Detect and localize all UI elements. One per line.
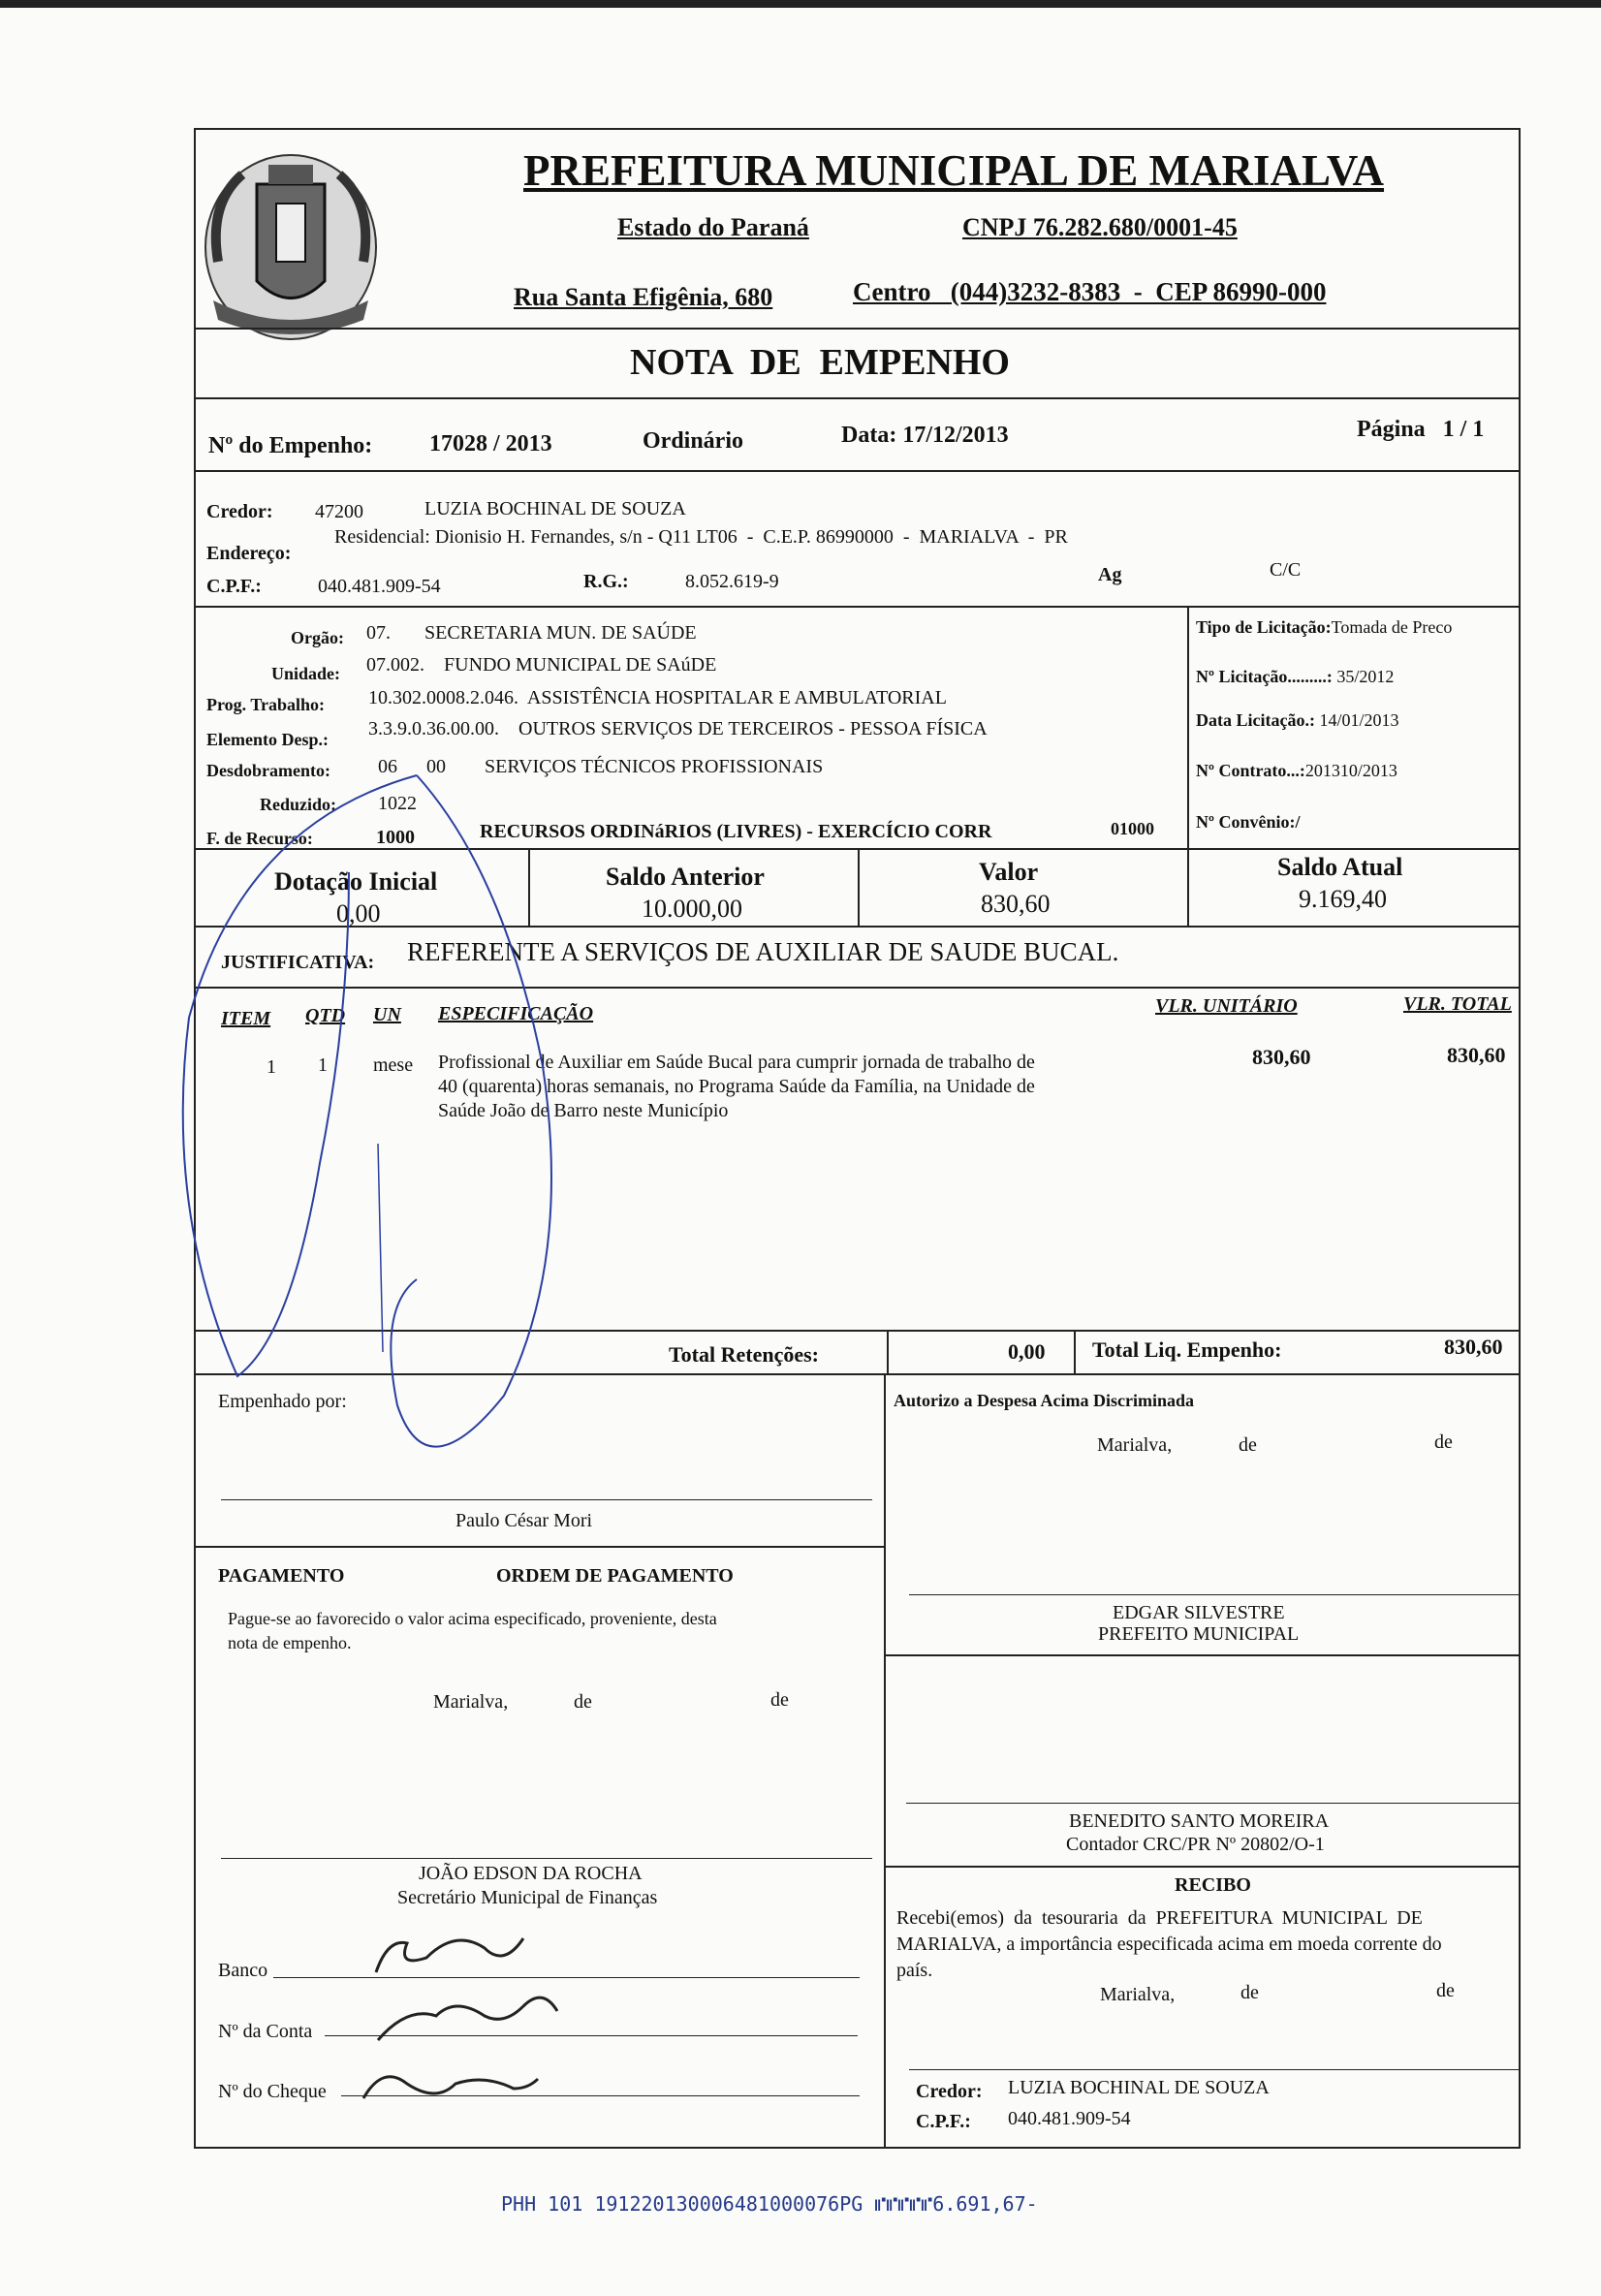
account-label: C/C <box>1270 559 1302 581</box>
coat-of-arms-icon <box>199 145 383 344</box>
item-unit: mese <box>373 1054 414 1076</box>
conta-label: Nº da Conta <box>218 2021 313 2042</box>
col-header-qtd: QTD <box>305 1005 346 1026</box>
recibo-text-3: país. <box>896 1960 933 1981</box>
agency-label: Ag <box>1098 564 1122 585</box>
prog-value: 10.302.0008.2.046. ASSISTÊNCIA HOSPITALAR E AMBULATORIAL <box>368 687 947 708</box>
dotacao-inicial-value: 0,00 <box>336 899 381 928</box>
street-address: Rua Santa Efigênia, 680 <box>514 283 773 311</box>
empenhado-por-label: Empenhado por: <box>218 1391 347 1412</box>
banco-field <box>273 1977 860 1978</box>
justificativa-text: REFERENTE A SERVIÇOS DE AUXILIAR DE SAUDE BUCAL. <box>407 937 1119 966</box>
pague-text-1: Pague-se ao favorecido o valor acima especificado, proveniente, desta <box>228 1609 717 1628</box>
saldo-anterior-value: 10.000,00 <box>642 895 742 923</box>
saldo-anterior-label: Saldo Anterior <box>606 863 765 891</box>
col-header-total: VLR. TOTAL <box>1403 993 1512 1015</box>
recibo-text-2: MARIALVA, a importância especificada acima em moeda corrente do <box>896 1934 1442 1955</box>
prefeito-name: EDGAR SILVESTRE <box>1113 1602 1285 1623</box>
credor-cpf: 040.481.909-54 <box>318 576 441 597</box>
col-header-item: ITEM <box>221 1008 271 1029</box>
desdobramento-label: Desdobramento: <box>206 761 330 780</box>
item-spec-line-3: Saúde João de Barro neste Município <box>438 1100 729 1121</box>
autorizo-city: Marialva, <box>1097 1434 1173 1456</box>
licitacao-tipo: Tipo de Licitação:Tomada de Preco <box>1196 617 1453 637</box>
empenho-number: 17028 / 2013 <box>429 431 552 456</box>
item-number: 1 <box>267 1056 276 1078</box>
unidade-value: 07.002. FUNDO MUNICIPAL DE SAúDE <box>366 654 717 676</box>
recurso-number: 01000 <box>1111 819 1154 838</box>
licitacao-data: Data Licitação.: 14/01/2013 <box>1196 710 1399 730</box>
reduzido-label: Reduzido: <box>260 795 337 814</box>
empenho-type: Ordinário <box>643 428 744 454</box>
licitacao-numero: Nº Licitação.........: 35/2012 <box>1196 667 1395 686</box>
prog-label: Prog. Trabalho: <box>206 695 326 714</box>
orgao-value: 07. SECRETARIA MUN. DE SAÚDE <box>366 622 697 644</box>
recibo-cpf: 040.481.909-54 <box>1008 2108 1131 2129</box>
pague-text-2: nota de empenho. <box>228 1633 352 1652</box>
credor-label: Credor: <box>206 501 273 522</box>
recurso-description: RECURSOS ORDINáRIOS (LIVRES) - EXERCÍCIO CORR <box>480 821 992 842</box>
valor-label: Valor <box>979 858 1039 886</box>
recibo-cpf-label: C.P.F.: <box>916 2111 971 2132</box>
item-unit-price: 830,60 <box>1252 1045 1311 1069</box>
conta-field <box>325 2035 858 2036</box>
autorizo-label: Autorizo a Despesa Acima Discriminada <box>894 1391 1194 1410</box>
item-spec-line-2: 40 (quarenta) horas semanais, no Programa Saúde da Família, na Unidade de <box>438 1076 1035 1097</box>
page-title: PREFEITURA MUNICIPAL DE MARIALVA <box>523 146 1385 195</box>
unidade-label: Unidade: <box>271 664 341 683</box>
saldo-atual-label: Saldo Atual <box>1277 853 1403 881</box>
col-header-un: UN <box>373 1004 401 1025</box>
pague-city: Marialva, <box>433 1691 509 1713</box>
contador-name: BENEDITO SANTO MOREIRA <box>1069 1810 1330 1832</box>
convenio-number: Nº Convênio:/ <box>1196 812 1301 832</box>
secretario-title: Secretário Municipal de Finanças <box>397 1887 658 1908</box>
item-qtd: 1 <box>318 1054 328 1076</box>
justificativa-label: JUSTIFICATIVA: <box>221 952 375 973</box>
reduzido-value: 1022 <box>378 793 417 814</box>
total-retencoes-value: 0,00 <box>1008 1339 1046 1364</box>
document-title: NOTA DE EMPENHO <box>630 342 1010 383</box>
item-spec-line-1: Profissional de Auxiliar em Saúde Bucal para cumprir jornada de trabalho de <box>438 1052 1035 1073</box>
address-details: Centro (044)3232-8383 - CEP 86990-000 <box>853 277 1327 306</box>
rg-label: R.G.: <box>583 571 629 592</box>
page-number: Página 1 / 1 <box>1357 417 1485 442</box>
orgao-label: Orgão: <box>291 628 344 647</box>
secretario-name: JOÃO EDSON DA ROCHA <box>419 1863 643 1884</box>
recibo-title: RECIBO <box>1175 1874 1251 1896</box>
contrato-number: Nº Contrato...:201310/2013 <box>1196 761 1397 780</box>
total-liquido-label: Total Liq. Empenho: <box>1092 1337 1282 1362</box>
contador-title: Contador CRC/PR Nº 20802/O-1 <box>1066 1834 1325 1855</box>
micr-code: PHH 101 191220130006481000076PG ⑈⑈⑈⑈⑈6.691,67- <box>501 2192 1038 2216</box>
pague-de-1: de <box>574 1691 592 1713</box>
item-total: 830,60 <box>1447 1043 1506 1067</box>
autorizo-de-2: de <box>1434 1431 1453 1453</box>
recibo-credor-name: LUZIA BOCHINAL DE SOUZA <box>1008 2077 1270 2098</box>
col-header-spec: ESPECIFICAÇÃO <box>438 1003 594 1024</box>
cheque-field <box>341 2095 860 2096</box>
cheque-label: Nº do Cheque <box>218 2081 327 2102</box>
endereco-label: Endereço: <box>206 543 292 564</box>
pague-de-2: de <box>770 1689 789 1711</box>
scan-top-edge <box>0 0 1601 8</box>
credor-code: 47200 <box>315 501 363 522</box>
cpf-label: C.P.F.: <box>206 576 262 597</box>
total-liquido-value: 830,60 <box>1444 1335 1503 1359</box>
credor-name: LUZIA BOCHINAL DE SOUZA <box>424 498 686 519</box>
ordem-pagamento-label: ORDEM DE PAGAMENTO <box>496 1565 734 1587</box>
state-label: Estado do Paraná <box>617 213 809 241</box>
recibo-credor-label: Credor: <box>916 2081 983 2102</box>
prefeito-title: PREFEITO MUNICIPAL <box>1098 1623 1300 1645</box>
pagamento-label: PAGAMENTO <box>218 1565 345 1587</box>
credor-address: Residencial: Dionisio H. Fernandes, s/n - Q11 LT06 - C.E.P. 86990000 - MARIALVA - PR <box>334 526 1068 548</box>
recurso-code: 1000 <box>376 827 415 848</box>
recibo-text-1: Recebi(emos) da tesouraria da PREFEITURA MUNICIPAL DE <box>896 1907 1423 1929</box>
empenho-number-label: Nº do Empenho: <box>208 433 373 458</box>
desdobramento-value: 06 00 SERVIÇOS TÉCNICOS PROFISSIONAIS <box>378 756 824 777</box>
recibo-city: Marialva, <box>1100 1984 1176 2005</box>
autorizo-de-1: de <box>1239 1434 1257 1456</box>
credor-rg: 8.052.619-9 <box>685 571 779 592</box>
empenho-date: Data: 17/12/2013 <box>841 423 1009 448</box>
saldo-atual-value: 9.169,40 <box>1299 885 1387 913</box>
cnpj-label: CNPJ 76.282.680/0001-45 <box>962 213 1238 241</box>
elemento-label: Elemento Desp.: <box>206 730 329 749</box>
dotacao-inicial-label: Dotação Inicial <box>274 867 438 896</box>
recibo-de-1: de <box>1240 1982 1259 2003</box>
banco-label: Banco <box>218 1960 268 1981</box>
total-retencoes-label: Total Retenções: <box>669 1342 819 1367</box>
valor-value: 830,60 <box>981 890 1051 918</box>
recurso-label: F. de Recurso: <box>206 829 313 848</box>
recibo-de-2: de <box>1436 1980 1455 2001</box>
elemento-value: 3.3.9.0.36.00.00. OUTROS SERVIÇOS DE TERCEIROS - PESSOA FÍSICA <box>368 718 988 739</box>
empenhado-signer: Paulo César Mori <box>455 1510 593 1531</box>
col-header-unit-price: VLR. UNITÁRIO <box>1155 995 1298 1017</box>
